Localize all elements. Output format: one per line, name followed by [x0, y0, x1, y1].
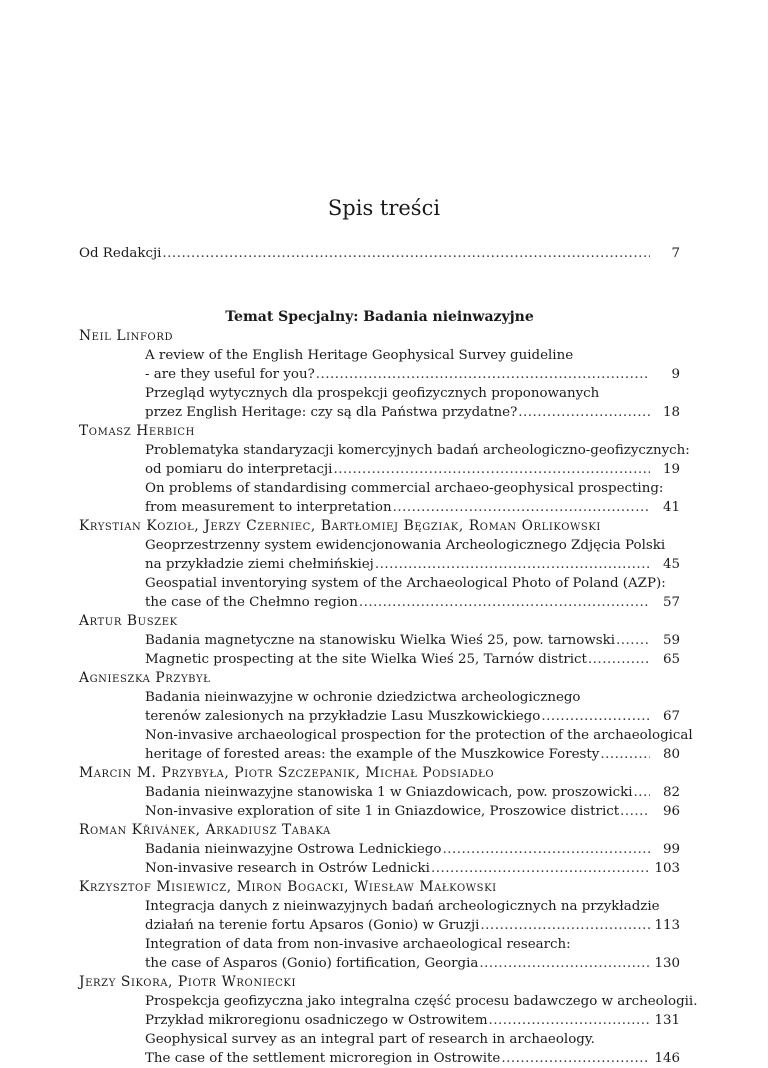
author-entry [79, 764, 680, 821]
article-title-line: Przegląd wytycznych dla prospekcji geofizycznych proponowanych [145, 386, 600, 401]
article-title-line: od pomiaru do interpretacji [145, 462, 333, 477]
leader-dots [359, 593, 650, 612]
article-title-line: Badania magnetyczne na stanowisku Wielka Wieś 25, pow. tarnowski [145, 633, 616, 648]
page-number: 65 [662, 652, 680, 667]
author-names: Krzysztof Misiewicz, Miron Bogacki, Wiesław Małkowski [79, 879, 497, 895]
article-title-line: Geospatial inventorying system of the Archaeological Photo of Poland (AZP): [145, 576, 666, 591]
toc-line-with-page [79, 707, 680, 726]
toc-line-with-page [79, 365, 680, 384]
article-title-line: Badania nieinwazyjne stanowiska 1 w Gniazdowicach, pow. proszowicki [145, 785, 633, 800]
toc-line-with-page [79, 460, 680, 479]
toc-line [79, 574, 680, 593]
toc-line-with-page [79, 593, 680, 612]
article-title-line: Non-invasive archaeological prospection for the protection of the archaeological [145, 728, 693, 743]
leader-dots [600, 745, 650, 764]
article-title-line: Prospekcja geofizyczna jako integralna część procesu badawczego w archeologii. [145, 994, 698, 1009]
toc-line-with-page [79, 859, 680, 878]
toc-line-with-page [79, 1049, 680, 1068]
article-title-line: Badania nieinwazyjne w ochronie dziedzictwa archeologicznego [145, 690, 581, 705]
author-names: Artur Buszek [79, 613, 178, 629]
editorial-entry [79, 244, 680, 263]
leader-dots [634, 783, 651, 802]
article-title-line: Geoprzestrzenny system ewidencjonowania Archeologicznego Zdjęcia Polski [145, 538, 666, 553]
section-block [79, 308, 698, 1068]
section-title: Temat Specjalny: Badania nieinwazyjne [225, 309, 534, 325]
author-names: Agnieszka Przybył [79, 670, 211, 686]
article-title-line: Geophysical survey as an integral part of research in archaeology. [145, 1032, 595, 1047]
leader-dots [616, 631, 650, 650]
article-title-line: from measurement to interpretation [145, 500, 392, 515]
article-title-line: Problematyka standaryzacji komercyjnych badań archeologiczno-geofizycznych: [145, 443, 690, 458]
author-entry [79, 422, 690, 517]
article-title-line: Integration of data from non-invasive archaeological research: [145, 937, 571, 952]
toc-line [79, 726, 693, 745]
leader-dots [518, 403, 650, 422]
article-title-line: Non-invasive research in Ostrów Lednicki [145, 861, 430, 876]
article-title-line: - are they useful for you? [145, 367, 315, 382]
page-number: 57 [662, 595, 680, 610]
toc-entries [79, 327, 698, 1068]
article-title-line: Przykład mikroregionu osadniczego w Ostrowitem [145, 1013, 488, 1028]
page-number: 80 [662, 747, 680, 762]
toc-line-with-page [79, 802, 680, 821]
page-number: 82 [662, 785, 680, 800]
author-names: Jerzy Sikora, Piotr Wroniecki [79, 974, 297, 990]
toc-line-with-page [79, 555, 680, 574]
author-entry [79, 821, 680, 878]
toc-line-with-page [79, 745, 680, 764]
toc-line [79, 441, 690, 460]
page-number: 103 [654, 861, 680, 876]
leader-dots [489, 1011, 650, 1030]
editorial-label: Od Redakcji [79, 246, 162, 261]
article-title-line: On problems of standardising commercial archaeo-geophysical prospecting: [145, 481, 664, 496]
page-number: 146 [654, 1051, 680, 1066]
page-number: 131 [654, 1013, 680, 1028]
article-title-line: the case of Asparos (Gonio) fortification, Georgia [145, 956, 479, 971]
article-title-line: przez English Heritage: czy są dla Państwa przydatne? [145, 405, 518, 420]
page-number: 45 [662, 557, 680, 572]
author-entry [79, 878, 680, 973]
toc-line-with-page [79, 840, 680, 859]
page-number: 96 [662, 804, 680, 819]
leader-dots [375, 555, 650, 574]
page-number: 113 [654, 918, 680, 933]
leader-dots [479, 954, 650, 973]
toc-line [79, 935, 680, 954]
author-entry [79, 669, 693, 764]
toc-line-with-page [79, 498, 680, 517]
toc-line-with-page [79, 783, 680, 802]
toc-line-with-page [79, 403, 680, 422]
page-number: 59 [662, 633, 680, 648]
author-names: Marcin M. Przybyła, Piotr Szczepanik, Michał Podsiadło [79, 765, 495, 781]
toc-line [79, 992, 698, 1011]
toc-line [79, 897, 680, 916]
page-title: Spis treści [327, 196, 441, 220]
page-number: 9 [671, 367, 680, 382]
toc-line-with-page [79, 631, 680, 650]
leader-dots [333, 460, 650, 479]
author-names: Roman Křivánek, Arkadiusz Tabaka [79, 822, 331, 838]
leader-dots [620, 802, 650, 821]
leader-dots [541, 707, 650, 726]
toc-line-with-page [79, 650, 680, 669]
page-number: 18 [662, 405, 680, 420]
toc-line [79, 479, 680, 498]
leader-dots [393, 498, 650, 517]
toc-line [79, 1030, 680, 1049]
toc-line [79, 536, 680, 555]
article-title-line: na przykładzie ziemi chełmińskiej [145, 557, 374, 572]
leader-dots [316, 365, 650, 384]
author-entry [79, 517, 680, 612]
article-title-line: Non-invasive exploration of site 1 in Gniazdowice, Proszowice district [145, 804, 620, 819]
leader-dots [162, 244, 650, 263]
article-title-line: The case of the settlement microregion in Ostrowite [145, 1051, 501, 1066]
page-number: 99 [662, 842, 680, 857]
page-number: 130 [654, 956, 680, 971]
leader-dots [480, 916, 650, 935]
editorial-page: 7 [671, 246, 680, 261]
toc-line-with-page [79, 1011, 680, 1030]
author-names: Tomasz Herbich [79, 423, 195, 439]
toc-line [79, 688, 680, 707]
author-names: Neil Linford [79, 328, 174, 344]
toc-line [79, 346, 680, 365]
page-number: 41 [662, 500, 680, 515]
article-title-line: Magnetic prospecting at the site Wielka Wieś 25, Tarnów district [145, 652, 587, 667]
toc-line [79, 244, 680, 263]
article-title-line: A review of the English Heritage Geophysical Survey guideline [145, 348, 574, 363]
article-title-line: Badania nieinwazyjne Ostrowa Lednickiego [145, 842, 442, 857]
leader-dots [501, 1049, 650, 1068]
author-entry [79, 973, 698, 1068]
toc-line-with-page [79, 916, 680, 935]
author-entry [79, 612, 680, 669]
page-number: 67 [662, 709, 680, 724]
leader-dots [442, 840, 650, 859]
leader-dots [431, 859, 650, 878]
leader-dots [588, 650, 650, 669]
article-title-line: terenów zalesionych na przykładzie Lasu Muszkowickiego [145, 709, 541, 724]
article-title-line: Integracja danych z nieinwazyjnych badań archeologicznych na przykładzie [145, 899, 660, 914]
page-number: 19 [662, 462, 680, 477]
toc-line-with-page [79, 954, 680, 973]
toc-line [79, 384, 680, 403]
article-title-line: the case of the Chełmno region [145, 595, 358, 610]
author-entry [79, 327, 680, 422]
article-title-line: heritage of forested areas: the example of the Muszkowice Foresty [145, 747, 600, 762]
article-title-line: działań na terenie fortu Apsaros (Gonio) w Gruzji [145, 918, 480, 933]
author-names: Krystian Kozioł, Jerzy Czerniec, Bartłomiej Bęgziak, Roman Orlikowski [79, 518, 601, 534]
